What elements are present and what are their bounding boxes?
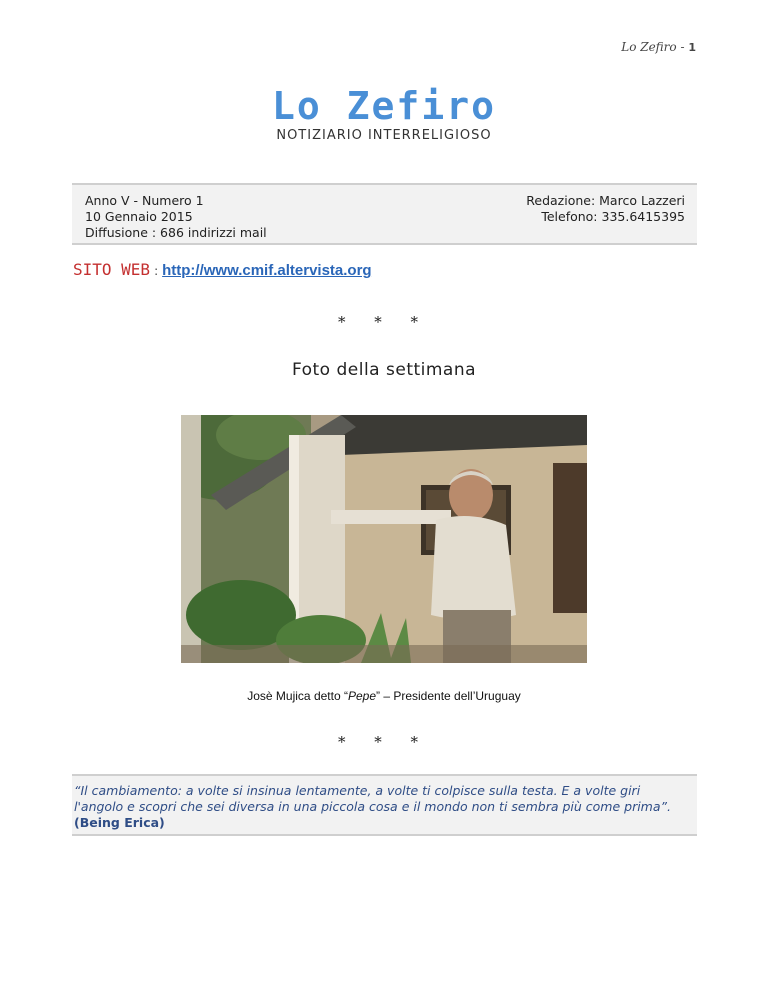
separator-stars-top: * * * [337, 313, 431, 331]
quote-author: (Being Erica) [74, 815, 165, 830]
newsletter-subtitle: NOTIZIARIO INTERRELIGIOSO [276, 128, 492, 143]
website-separator: : [154, 264, 159, 278]
page-number: 1 [688, 41, 696, 54]
issue-info-right [526, 193, 685, 225]
quote-line-2: l'angolo e scopri che sei diversa in una piccola cosa e il mondo non ti sembra più come prima”. [74, 799, 671, 814]
photo-section-title: Foto della settimana [291, 360, 477, 380]
running-header [621, 40, 696, 54]
newsletter-title: Lo Zefiro [272, 84, 496, 128]
photo-illustration [181, 415, 587, 663]
issue-date: 10 Gennaio 2015 [85, 209, 193, 224]
issue-info-left [85, 193, 267, 241]
quote-line-1: “Il cambiamento: a volte si insinua lentamente, a volte ti colpisce sulla testa. E a volte giri [74, 783, 641, 798]
caption-suffix: ” – Presidente dell’Uruguay [376, 689, 521, 703]
editor-phone: Telefono: 335.6415395 [541, 209, 685, 224]
website-line [73, 260, 372, 279]
issue-distribution: Diffusione : 686 indirizzi mail [85, 225, 267, 240]
website-link[interactable]: http://www.cmif.altervista.org [162, 262, 372, 279]
separator-stars-bottom: * * * [337, 733, 431, 751]
editor-name: Redazione: Marco Lazzeri [526, 193, 685, 208]
issue-info-box [72, 183, 697, 245]
photo-of-the-week [181, 415, 587, 663]
quote-box [72, 774, 697, 836]
website-label: SITO WEB [73, 260, 151, 279]
masthead [0, 84, 768, 143]
photo-caption [0, 689, 768, 703]
caption-nickname: Pepe [347, 689, 376, 703]
running-header-title: Lo Zefiro - [621, 40, 689, 54]
issue-number: Anno V - Numero 1 [85, 193, 204, 208]
caption-prefix: Josè Mujica detto “ [247, 689, 348, 703]
